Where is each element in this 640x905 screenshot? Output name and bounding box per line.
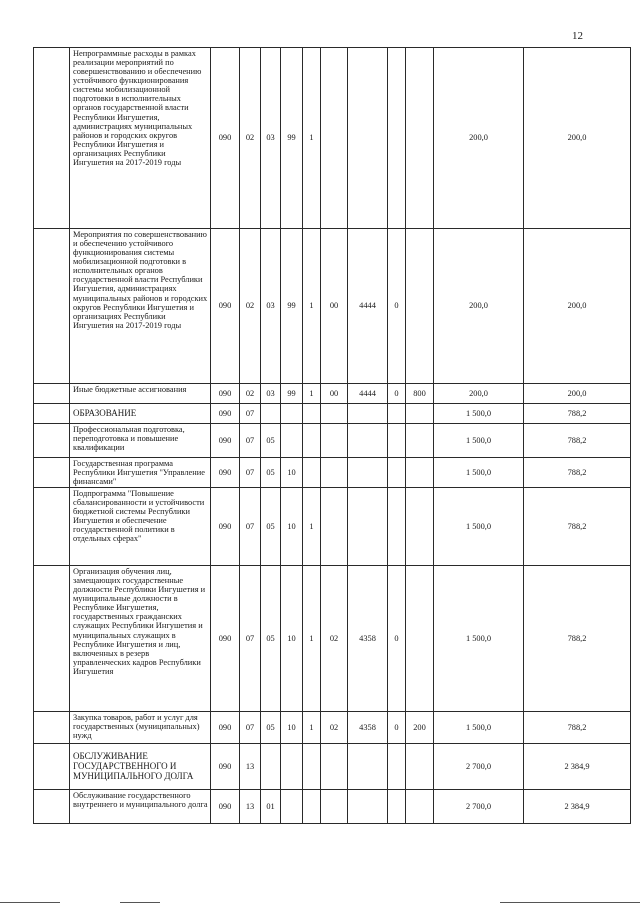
activity-code <box>321 424 348 458</box>
program-code: 10 <box>281 566 303 712</box>
actual-amount: 788,2 <box>524 712 631 744</box>
table-row <box>34 48 631 229</box>
program-code <box>281 744 303 790</box>
row-number-cell <box>34 384 70 404</box>
suffix-code <box>388 744 406 790</box>
planned-amount: 1 500,0 <box>434 424 524 458</box>
actual-amount: 200,0 <box>524 384 631 404</box>
activity-code: 00 <box>321 384 348 404</box>
activity-code: 00 <box>321 229 348 384</box>
planned-amount: 2 700,0 <box>434 744 524 790</box>
expense-name: Непрограммные расходы в рамках реализации мероприятий по совершенствованию и обеспечению устойчивого функционирования системы мобилизационной подготовки в исполнительных органов государственной власти Республики Ингушетия, администрациях муниципальных районов и городских округов Республики Ингушетия и организациях Республики Ингушетия на 2017-2019 годы <box>70 48 211 229</box>
page-number: 12 <box>572 30 583 42</box>
expense-name: Подпрограмма "Повышение сбалансированности и устойчивости бюджетной системы Республики Ингушетия и обеспечение государственной политики в отдельных сферах" <box>70 488 211 566</box>
actual-amount: 200,0 <box>524 229 631 384</box>
suffix-code: 0 <box>388 712 406 744</box>
subprogram-code <box>303 458 321 488</box>
expense-type-code: 200 <box>406 712 434 744</box>
activity-code <box>321 404 348 424</box>
section-code: 07 <box>240 566 261 712</box>
actual-amount: 788,2 <box>524 458 631 488</box>
ministry-code: 090 <box>211 744 240 790</box>
subsection-code <box>261 744 281 790</box>
suffix-code <box>388 424 406 458</box>
row-number-cell <box>34 712 70 744</box>
direction-code <box>348 790 388 824</box>
program-code <box>281 404 303 424</box>
suffix-code: 0 <box>388 384 406 404</box>
subsection-code: 05 <box>261 424 281 458</box>
row-number-cell <box>34 229 70 384</box>
ministry-code: 090 <box>211 488 240 566</box>
activity-code: 02 <box>321 566 348 712</box>
ministry-code: 090 <box>211 384 240 404</box>
subsection-code: 03 <box>261 48 281 229</box>
direction-code: 4358 <box>348 712 388 744</box>
expense-type-code <box>406 566 434 712</box>
expense-name: Закупка товаров, работ и услуг для государственных (муниципальных) нужд <box>70 712 211 744</box>
program-code <box>281 424 303 458</box>
subprogram-code: 1 <box>303 566 321 712</box>
suffix-code <box>388 790 406 824</box>
subprogram-code: 1 <box>303 384 321 404</box>
ministry-code: 090 <box>211 790 240 824</box>
expense-type-code <box>406 488 434 566</box>
subprogram-code: 1 <box>303 48 321 229</box>
planned-amount: 2 700,0 <box>434 790 524 824</box>
expense-type-code <box>406 48 434 229</box>
direction-code: 4444 <box>348 229 388 384</box>
program-code: 99 <box>281 384 303 404</box>
program-code: 10 <box>281 488 303 566</box>
subsection-code: 03 <box>261 229 281 384</box>
planned-amount: 1 500,0 <box>434 566 524 712</box>
direction-code <box>348 744 388 790</box>
program-code: 10 <box>281 712 303 744</box>
planned-amount: 200,0 <box>434 384 524 404</box>
planned-amount: 1 500,0 <box>434 404 524 424</box>
table-row <box>34 488 631 566</box>
expense-type-code <box>406 229 434 384</box>
activity-code <box>321 48 348 229</box>
row-number-cell <box>34 790 70 824</box>
subprogram-code: 1 <box>303 488 321 566</box>
table-row <box>34 712 631 744</box>
expense-type-code: 800 <box>406 384 434 404</box>
ministry-code: 090 <box>211 458 240 488</box>
row-number-cell <box>34 744 70 790</box>
budget-table <box>33 47 631 824</box>
direction-code <box>348 48 388 229</box>
expense-type-code <box>406 790 434 824</box>
planned-amount: 1 500,0 <box>434 458 524 488</box>
suffix-code <box>388 458 406 488</box>
expense-name: Организация обучения лиц, замещающих государственные должности Республики Ингушетия и муниципальные должности в Республике Ингушетия, государственных гражданских служащих Республики Ингушетия и муниципальных служащих в Республике Ингушетия и лиц, включенных в резерв управленческих кадров Республики Ингушетия <box>70 566 211 712</box>
expense-type-code <box>406 424 434 458</box>
row-number-cell <box>34 404 70 424</box>
subsection-code: 03 <box>261 384 281 404</box>
activity-code <box>321 790 348 824</box>
ministry-code: 090 <box>211 566 240 712</box>
table-row <box>34 229 631 384</box>
subsection-code: 05 <box>261 488 281 566</box>
activity-code <box>321 744 348 790</box>
suffix-code <box>388 48 406 229</box>
subsection-code: 05 <box>261 458 281 488</box>
expense-name: Обслуживание государственного внутреннего и муниципального долга <box>70 790 211 824</box>
section-code: 07 <box>240 458 261 488</box>
ministry-code: 090 <box>211 229 240 384</box>
subsection-code: 01 <box>261 790 281 824</box>
planned-amount: 200,0 <box>434 48 524 229</box>
ministry-code: 090 <box>211 404 240 424</box>
direction-code <box>348 424 388 458</box>
section-code: 02 <box>240 48 261 229</box>
row-number-cell <box>34 458 70 488</box>
table-row <box>34 384 631 404</box>
row-number-cell <box>34 424 70 458</box>
planned-amount: 200,0 <box>434 229 524 384</box>
table-row <box>34 744 631 790</box>
ministry-code: 090 <box>211 712 240 744</box>
direction-code: 4444 <box>348 384 388 404</box>
program-code <box>281 790 303 824</box>
direction-code <box>348 458 388 488</box>
section-code: 07 <box>240 712 261 744</box>
actual-amount: 788,2 <box>524 424 631 458</box>
section-code: 07 <box>240 424 261 458</box>
row-number-cell <box>34 566 70 712</box>
direction-code: 4358 <box>348 566 388 712</box>
ministry-code: 090 <box>211 48 240 229</box>
subprogram-code <box>303 424 321 458</box>
activity-code <box>321 458 348 488</box>
expense-type-code <box>406 744 434 790</box>
subprogram-code: 1 <box>303 229 321 384</box>
subprogram-code: 1 <box>303 712 321 744</box>
actual-amount: 788,2 <box>524 566 631 712</box>
actual-amount: 2 384,9 <box>524 744 631 790</box>
actual-amount: 200,0 <box>524 48 631 229</box>
table-row <box>34 458 631 488</box>
suffix-code: 0 <box>388 229 406 384</box>
ministry-code: 090 <box>211 424 240 458</box>
section-code: 02 <box>240 229 261 384</box>
section-code: 13 <box>240 790 261 824</box>
actual-amount: 788,2 <box>524 404 631 424</box>
expense-name: Иные бюджетные ассигнования <box>70 384 211 404</box>
planned-amount: 1 500,0 <box>434 488 524 566</box>
activity-code: 02 <box>321 712 348 744</box>
expense-type-code <box>406 404 434 424</box>
program-code: 99 <box>281 229 303 384</box>
suffix-code <box>388 488 406 566</box>
expense-name: Профессиональная подготовка, переподготовка и повышение квалификации <box>70 424 211 458</box>
expense-name: ОБСЛУЖИВАНИЕ ГОСУДАРСТВЕННОГО И МУНИЦИПАЛЬНОГО ДОЛГА <box>70 744 211 790</box>
subprogram-code <box>303 790 321 824</box>
section-code: 07 <box>240 488 261 566</box>
subsection-code: 05 <box>261 566 281 712</box>
subprogram-code <box>303 404 321 424</box>
expense-name: Государственная программа Республики Ингушетия "Управление финансами" <box>70 458 211 488</box>
expense-name: ОБРАЗОВАНИЕ <box>70 404 211 424</box>
planned-amount: 1 500,0 <box>434 712 524 744</box>
section-code: 07 <box>240 404 261 424</box>
table-row <box>34 790 631 824</box>
suffix-code <box>388 404 406 424</box>
actual-amount: 788,2 <box>524 488 631 566</box>
activity-code <box>321 488 348 566</box>
expense-name: Мероприятия по совершенствованию и обеспечению устойчивого функционирования системы мобилизационной подготовки в исполнительных органов государственной власти Республики Ингушетия, администрациях муниципальных районов и городских округов Республики Ингушетия и организациях Республики Ингушетия на 2017-2019 годы <box>70 229 211 384</box>
section-code: 13 <box>240 744 261 790</box>
suffix-code: 0 <box>388 566 406 712</box>
table-row <box>34 424 631 458</box>
row-number-cell <box>34 48 70 229</box>
program-code: 10 <box>281 458 303 488</box>
table-row <box>34 404 631 424</box>
direction-code <box>348 404 388 424</box>
scan-edge-marks <box>0 898 640 905</box>
actual-amount: 2 384,9 <box>524 790 631 824</box>
subsection-code: 05 <box>261 712 281 744</box>
subprogram-code <box>303 744 321 790</box>
table-row <box>34 566 631 712</box>
expense-type-code <box>406 458 434 488</box>
direction-code <box>348 488 388 566</box>
row-number-cell <box>34 488 70 566</box>
section-code: 02 <box>240 384 261 404</box>
subsection-code <box>261 404 281 424</box>
program-code: 99 <box>281 48 303 229</box>
